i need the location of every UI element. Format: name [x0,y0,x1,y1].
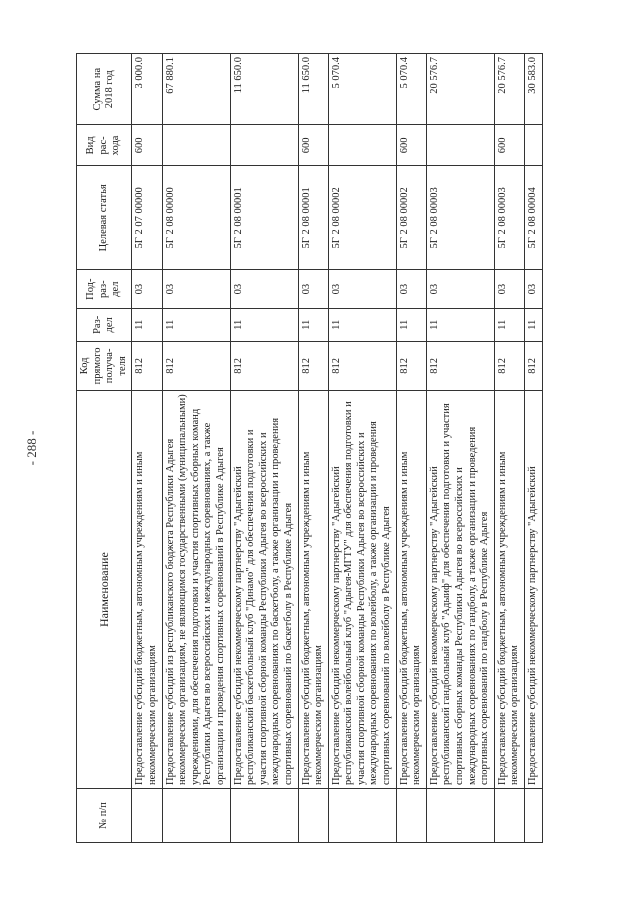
table-row [494,54,524,843]
cell-target: 5Г 2 07 00000 [132,166,162,270]
cell-vid: 600 [132,125,162,166]
cell-code: 812 [132,341,162,391]
cell-num [494,788,524,842]
cell-num [230,788,298,842]
header-code: Код прямого получа-теля [77,341,132,391]
cell-name: Предоставление субсидий некоммерческому партнерству "Адыгейский республиканский баскетбольный клуб "Динамо" для обеспечения подготовки и участия спортивной сборной команды Республики Адыгея во всероссийских и международных соревнованиях по баскетболу, а также организации и проведения спортивных соревнований по баскетболу в Республике Адыгея [230,391,298,789]
cell-sum: 20 576.7 [494,54,524,125]
table-row [328,54,396,843]
cell-name: Предоставление субсидий некоммерческому партнерству "Адыгейский республиканский гандбольный клуб "Адыиф" для обеспечения подготовки и участия спортивных сборных команды Республики Адыгея во всероссийских и международных соревнованиях по гандболу, а также организации и проведения спортивных соревнований по гандболу в Республике Адыгея [426,391,494,789]
cell-podrazdel: 03 [132,270,162,309]
header-num: № п/п [77,788,132,842]
cell-target: 5Г 2 08 00001 [230,166,298,270]
cell-sum: 20 576.7 [426,54,494,125]
cell-num [132,788,162,842]
table-row [298,54,328,843]
cell-target: 5Г 2 08 00000 [162,166,230,270]
budget-table [76,53,543,843]
cell-code: 812 [298,341,328,391]
cell-sum: 5 070.4 [396,54,426,125]
cell-podrazdel: 03 [298,270,328,309]
cell-vid [328,125,396,166]
cell-podrazdel: 03 [328,270,396,309]
cell-code: 812 [162,341,230,391]
cell-vid [230,125,298,166]
cell-target: 5Г 2 08 00003 [494,166,524,270]
cell-num [396,788,426,842]
header-vid: Вид рас-хода [77,125,132,166]
cell-podrazdel: 03 [494,270,524,309]
cell-name: Предоставление субсидий бюджетным, автономным учреждениям и иным некоммерческим организациям [396,391,426,789]
cell-razdel: 11 [426,309,494,341]
cell-target: 5Г 2 08 00003 [426,166,494,270]
cell-sum: 5 070.4 [328,54,396,125]
table-row [525,54,543,843]
cell-num [525,788,543,842]
cell-code: 812 [230,341,298,391]
cell-razdel: 11 [162,309,230,341]
cell-name: Предоставление субсидий некоммерческому партнерству "Адыгейский [525,391,543,789]
header-podrazdel: Под-раз-дел [77,270,132,309]
cell-razdel: 11 [525,309,543,341]
cell-sum: 30 583.0 [525,54,543,125]
cell-code: 812 [494,341,524,391]
table-row [162,54,230,843]
cell-target: 5Г 2 08 00002 [328,166,396,270]
cell-razdel: 11 [298,309,328,341]
cell-vid [426,125,494,166]
cell-num [328,788,396,842]
cell-code: 812 [525,341,543,391]
table-header-row [77,54,132,843]
cell-vid: 600 [396,125,426,166]
document-page [24,53,586,843]
cell-razdel: 11 [230,309,298,341]
cell-vid [525,125,543,166]
cell-sum: 11 650.0 [298,54,328,125]
cell-target: 5Г 2 08 00002 [396,166,426,270]
cell-podrazdel: 03 [525,270,543,309]
cell-num [162,788,230,842]
cell-code: 812 [396,341,426,391]
table-row [230,54,298,843]
cell-num [298,788,328,842]
cell-razdel: 11 [494,309,524,341]
cell-razdel: 11 [328,309,396,341]
table-row [426,54,494,843]
header-sum: Сумма на 2018 год [77,54,132,125]
cell-target: 5Г 2 08 00001 [298,166,328,270]
cell-podrazdel: 03 [162,270,230,309]
cell-sum: 3 000.0 [132,54,162,125]
cell-vid [162,125,230,166]
cell-code: 812 [328,341,396,391]
cell-sum: 67 880.1 [162,54,230,125]
cell-name: Предоставление субсидий бюджетным, автономным учреждениям и иным некоммерческим организациям [132,391,162,789]
cell-podrazdel: 03 [230,270,298,309]
cell-vid: 600 [494,125,524,166]
cell-name: Предоставление субсидий некоммерческому партнерству "Адыгейский республиканский волейбольный клуб "Адыгея-МГТУ" для обеспечения подготовки и участия спортивной сборной команды Республики Адыгея во всероссийских и международных соревнованиях по волейболу, а также организации и проведения спортивных соревнований по волейболу в Республике Адыгея [328,391,396,789]
cell-code: 812 [426,341,494,391]
cell-target: 5Г 2 08 00004 [525,166,543,270]
cell-vid: 600 [298,125,328,166]
page-number: - 288 - [24,430,39,466]
table-row [396,54,426,843]
cell-podrazdel: 03 [426,270,494,309]
cell-razdel: 11 [132,309,162,341]
header-target: Целевая статья [77,166,132,270]
cell-razdel: 11 [396,309,426,341]
cell-sum: 11 650.0 [230,54,298,125]
cell-name: Предоставление субсидий бюджетным, автономным учреждениям и иным некоммерческим организациям [298,391,328,789]
cell-num [426,788,494,842]
cell-podrazdel: 03 [396,270,426,309]
header-name: Наименование [77,391,132,789]
cell-name: Предоставление субсидий бюджетным, автономным учреждениям и иным некоммерческим организациям [494,391,524,789]
table-row [132,54,162,843]
header-razdel: Раз-дел [77,309,132,341]
cell-name: Предоставление субсидий из республиканского бюджета Республики Адыгея некоммерческим организациям, не являющимся государственными (муниципальными) учреждениями, для обеспечения подготовки и участия спортивных сборных команд Республики Адыгея во всероссийских и международных соревнованиях, а также организации и проведения спортивных соревнований в Республике Адыгея [162,391,230,789]
